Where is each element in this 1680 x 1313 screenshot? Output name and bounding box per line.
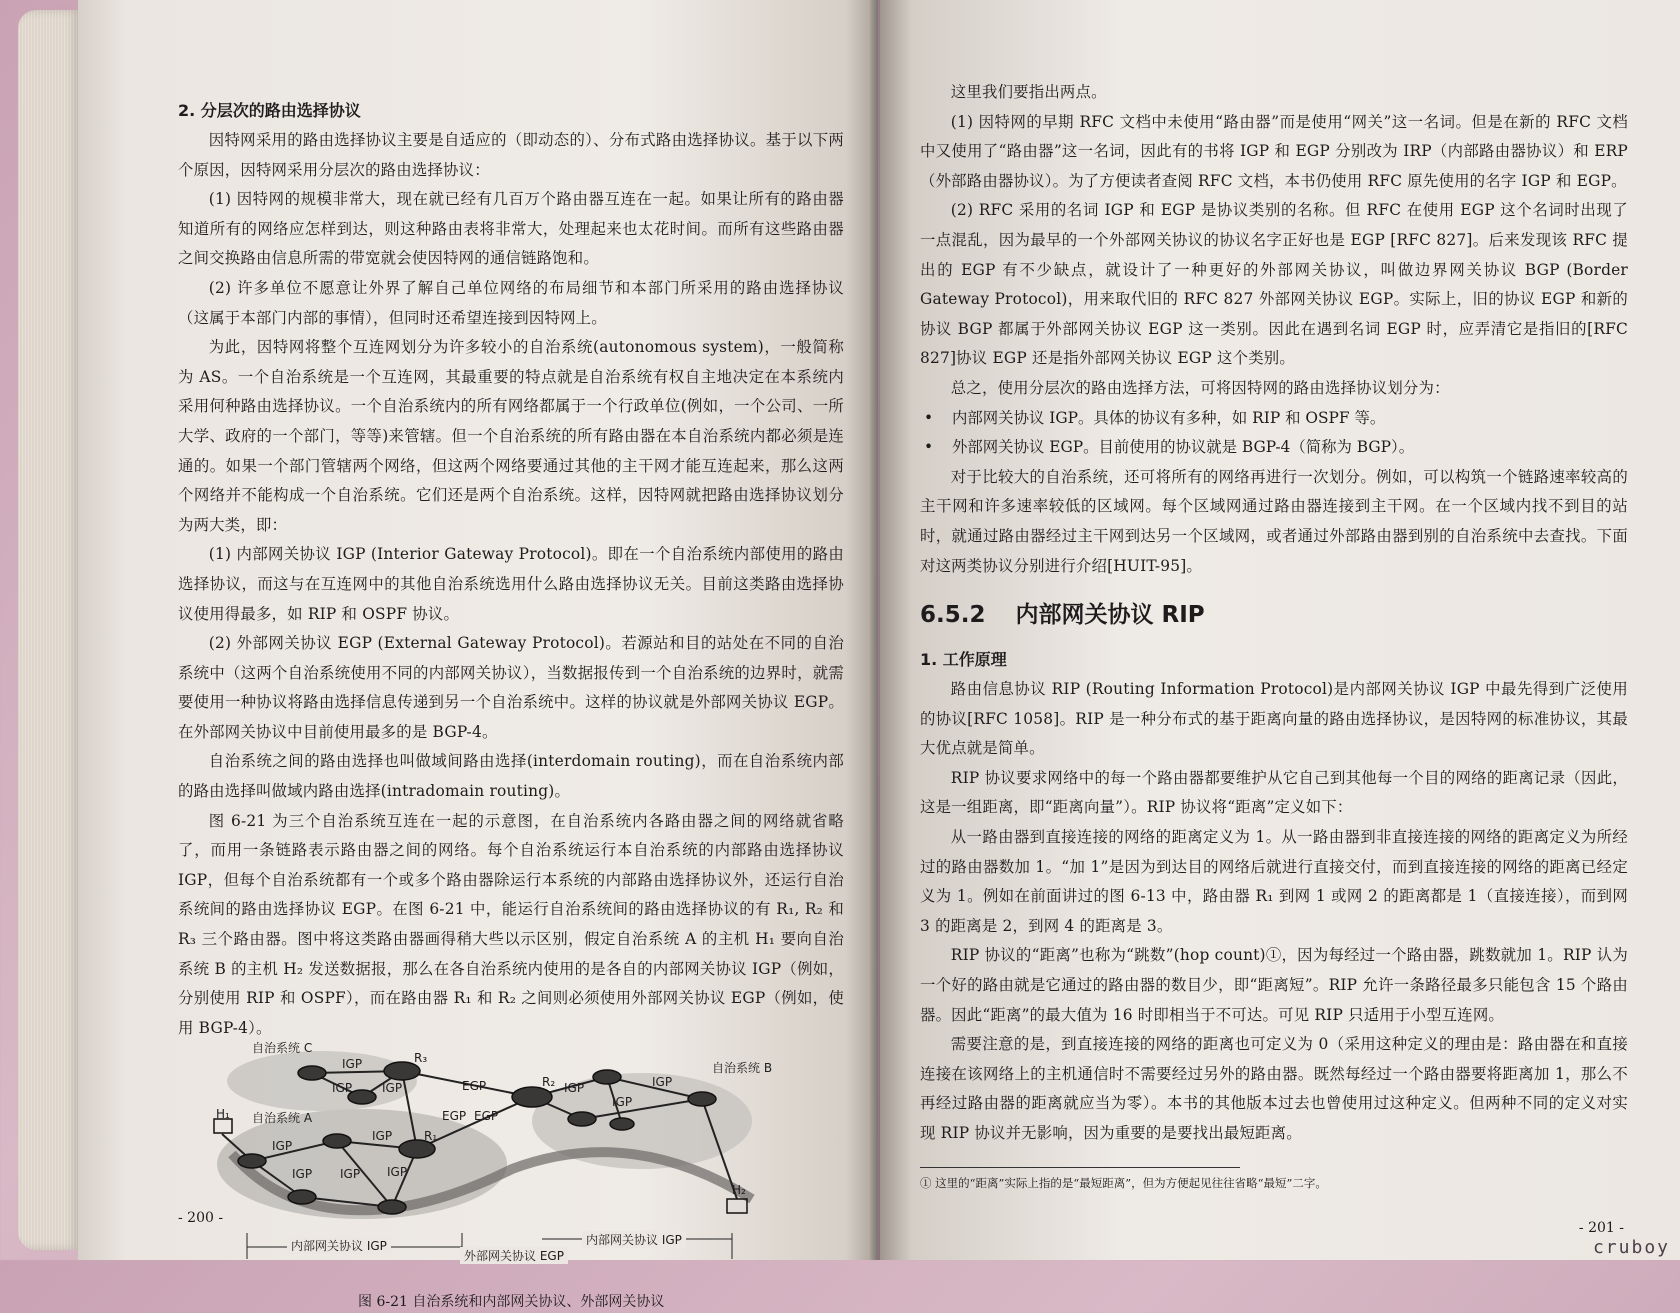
label-h1: H₁ [216,1107,230,1122]
right-paragraph-3: (2) RFC 采用的名词 IGP 和 EGP 是协议类别的名称。但 RFC 在使用 EGP 这个名词时出现了一点混乱，因为最早的一个外部网关协议的协议名字正好也是 EGP [RFC 827]。后来发现该 RFC 提出的 EGP 有不少缺点，就设计了一种更好的外部网关协议，叫做边界网关协议 BGP (Border Gateway Protocol)，用来取代旧的 RFC 827 外部网关协议 EGP。实际上，旧的协议 EGP 和新的协议 BGP 都属于外部网关协议 EGP 这一类别。因此在遇到名词 EGP 时，应弄清它是指旧的[RFC 827]协议 EGP 还是指外部网关协议 EGP 这个类别。 [920,201,1628,368]
left-page-number: - 200 - [178,1210,224,1226]
label-igp-11: IGP [387,1165,408,1180]
label-r1: R₁ [424,1129,438,1144]
right-page-number: - 201 - [1578,1220,1624,1236]
rip-paragraph-4: RIP 协议的“距离”也称为“跳数”(hop count)①，因为每经过一个路由器，跳数就加 1。RIP 认为一个好的路由就是它通过的路由器的数目少，即“距离短”。RIP 允许一条路径最多只能包含 15 个路由器。因此“距离”的最大值为 16 时即相当于不可达。可见 RIP 只适用于小型互连网。 [920,946,1628,1024]
label-egp-1: EGP [462,1079,487,1094]
footnote: ① 这里的“距离”实际上指的是“最短距离”，但为方便起见往往省略“最短”二字。 [920,1175,1327,1190]
watermark: cruboy [1592,1237,1670,1258]
label-igp-6: IGP [652,1075,673,1090]
label-as-b: 自治系统 B [712,1061,773,1076]
right-page [880,0,1680,1260]
right-paragraph-5: 对于比较大的自治系统，还可将所有的网络再进行一次划分。例如，可以构筑一个链路速率较高的主干网和许多速率较低的区域网。每个区域网通过路由器连接到主干网。在一个区域内找不到目的站时，就通过路由器经过主干网到达另一个区域网，或者通过外部路由器到别的自治系统中去查找。下面对这两类协议分别进行介绍[HUIT-95]。 [920,467,1628,575]
rip-paragraph-2: RIP 协议要求网络中的每一个路由器都要维护从它自己到其他每一个目的网络的距离记录（因此，这是一组距离，即“距离向量”）。RIP 协议将“距离”定义如下： [920,768,1628,817]
page-edges [18,10,80,1250]
subheading-working-principle: 1. 工作原理 [920,650,1007,670]
left-paragraph-3: (2) 许多单位不愿意让外界了解自己单位网络的布局细节和本部门所采用的路由选择协议（这属于本部门内部的事情），但同时还希望连接到因特网上。 [178,278,844,327]
label-bottom-igp-right: 内部网关协议 IGP [582,1231,686,1248]
label-igp-5: IGP [612,1095,633,1110]
left-page [78,0,878,1311]
network-diagram [212,1049,832,1259]
label-igp-9: IGP [292,1167,313,1182]
bullet-igp: • 内部网关协议 IGP。具体的协议有多种，如 RIP 和 OSPF 等。 [924,408,1386,427]
open-book [18,0,1680,1311]
label-egp-2: EGP [442,1109,467,1124]
left-paragraph-1: 因特网采用的路由选择协议主要是自适应的（即动态的）、分布式路由选择协议。基于以下两个原因，因特网采用分层次的路由选择协议： [178,131,844,179]
left-heading: 2. 分层次的路由选择协议 [178,101,361,120]
label-igp-3: IGP [382,1081,403,1096]
rip-paragraph-3: 从一路由器到直接连接的网络的距离定义为 1。从一路由器到非直接连接的网络的距离定义为所经过的路由器数加 1。“加 1”是因为到达目的网络后就进行直接交付，而到直接连接的网络的距离已经定义为 1。例如在前面讲过的图 6-13 中，路由器 R₁ 到网 1 或网 2 的距离都是 1（直接连接），而到网 3 的距离是 2，到网 4 的距离是 3。 [920,828,1628,935]
left-paragraph-4: 为此，因特网将整个互连网划分为许多较小的自治系统(autonomous system)，一般简称为 AS。一个自治系统是一个互连网，其最重要的特点就是自治系统有权自主地决定在本系统内采用何种路由选择协议。一个自治系统内的所有网络都属于一个行政单位(例如，一个公司、一所大学、政府的一个部门，等等)来管辖。但一个自治系统的所有路由器在本自治系统内都必须是连通的。如果一个部门管辖两个网络，但这两个网络要通过其他的主干网才能互连起来，那么这两个网络并不能构成一个自治系统。它们还是两个自治系统。这样，因特网就把路由选择协议划分为两大类，即： [178,338,844,534]
left-paragraph-6: (2) 外部网关协议 EGP (External Gateway Protocol)。若源站和目的站处在不同的自治系统中（这两个自治系统使用不同的内部网关协议），当数据报传到一个自治系统的边界时，就需要使用一种协议将路由选择信息传递到另一个自治系统中。这样的协议就是外部网关协议 EGP。在外部网关协议中目前使用最多的是 BGP-4。 [178,634,844,741]
section-number: 6.5.2 [920,602,986,629]
label-egp-3: EGP [474,1109,499,1124]
rip-paragraph-5: 需要注意的是，到直接连接的网络的距离也可定义为 0（采用这种定义的理由是：路由器在和直接连接在该网络上的主机通信时不需要经过另外的路由器。既然每经过一个路由器要将距离加 1，那么不再经过路由器的距离就应当为零）。本书的其他版本过去也曾使用过这种定义。但两种不同的定义对实现 RIP 协议并无影响，因为重要的是要找出最短距离。 [920,1035,1628,1142]
label-igp-2: IGP [332,1081,353,1096]
rip-paragraph-1: 路由信息协议 RIP (Routing Information Protocol)是内部网关协议 IGP 中最先得到广泛使用的协议[RFC 1058]。RIP 是一种分布式的基于距离向量的路由选择协议，是因特网的标准协议，其最大优点就是简单。 [920,680,1628,758]
section-heading [920,595,1628,635]
figure-caption: 图 6-21 自治系统和内部网关协议、外部网关协议 [358,1294,665,1311]
label-igp-4: IGP [564,1081,585,1096]
right-paragraph-2: (1) 因特网的早期 RFC 文档中未使用“路由器”而是使用“网关”这一名词。但是在新的 RFC 文档中又使用了“路由器”这一名词，因此有的书将 IGP 和 EGP 分别改为 IRP（内部路由器协议）和 ERP（外部路由器协议）。为了方便读者查阅 RFC 文档，本书仍使用 RFC 原先使用的名字 IGP 和 EGP。 [920,112,1628,190]
left-paragraph-2: (1) 因特网的规模非常大，现在就已经有几百万个路由器互连在一起。如果让所有的路由器知道所有的网络应怎样到达，则这种路由表将非常大，处理起来也太花时间。而所有这些路由器之间交换路由信息所需的带宽就会使因特网的通信链路饱和。 [178,190,844,268]
label-r2: R₂ [542,1075,556,1090]
protocol-bullet-list [920,404,1628,463]
label-igp-10: IGP [340,1167,361,1182]
right-paragraph-4: 总之，使用分层次的路由选择方法，可将因特网的路由选择协议划分为： [950,378,1450,397]
label-bottom-igp-left: 内部网关协议 IGP [287,1237,391,1254]
left-paragraph-7: 自治系统之间的路由选择也叫做域间路由选择(interdomain routing)，而在自治系统内部的路由选择叫做域内路由选择(intradomain routing)。 [178,752,844,801]
left-paragraph-5: (1) 内部网关协议 IGP (Interior Gateway Protocol)。即在一个自治系统内部使用的路由选择协议，而这与在互连网中的其他自治系统选用什么路由选择协议无关。目前这类路由选择协议使用得最多，如 RIP 和 OSPF 协议。 [178,545,844,623]
footnote-rule [920,1167,1240,1168]
label-h2: H₂ [732,1183,746,1198]
label-as-c: 自治系统 C [252,1041,313,1056]
label-r3: R₃ [414,1051,428,1066]
left-paragraph-8: 图 6-21 为三个自治系统互连在一起的示意图，在自治系统内各路由器之间的网络就省略了，而用一条链路表示路由器之间的网络。每个自治系统运行本自治系统的内部路由选择协议 IGP，但每个自治系统都有一个或多个路由器除运行本系统的内部路由选择协议外，还运行自治系统间的路由选择协议 EGP。在图 6-21 中，能运行自治系统间的路由选择协议的有 R₁, R₂ 和 R₃ 三个路由器。图中将这类路由器画得稍大些以示区别，假定自治系统 A 的主机 H₁ 要向自治系统 B 的主机 H₂ 发送数据报，那么在各自治系统内使用的是各自的内部网关协议 IGP（例如，分别使用 RIP 和 OSPF），而在路由器 R₁ 和 R₂ 之间则必须使用外部网关协议 EGP（例如，使用 BGP-4）。 [178,811,844,1037]
label-igp-7: IGP [272,1139,293,1154]
section-title: 内部网关协议 RIP [1015,602,1205,629]
figure-6-21 [212,1041,832,1289]
bullet-egp: • 外部网关协议 EGP。目前使用的协议就是 BGP-4（简称为 BGP）。 [924,438,1415,457]
label-igp-8: IGP [372,1129,393,1144]
right-paragraph-1: 这里我们要指出两点。 [950,83,1107,101]
label-as-a: 自治系统 A [252,1111,313,1126]
label-igp-1: IGP [342,1057,363,1072]
label-bottom-egp: 外部网关协议 EGP [460,1247,568,1264]
